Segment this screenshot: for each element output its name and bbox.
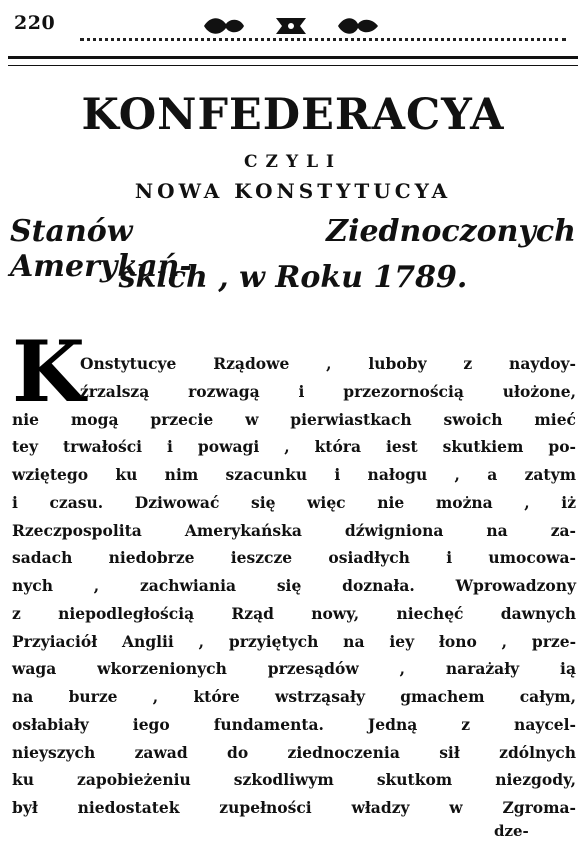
body-line: ku zapobieżeniu szkodliwym skutkom niezgody, bbox=[12, 770, 576, 789]
double-rule bbox=[8, 56, 578, 66]
body-line: sadach niedobrze ieszcze osiadłych i umocowa- bbox=[12, 548, 576, 567]
body-line: Onstytucye Rządowe , luboby z naydoy- bbox=[80, 354, 576, 373]
page-title: KONFEDERACYA bbox=[81, 90, 505, 140]
subtitle: NOWA KONSTYTUCYA bbox=[134, 179, 452, 203]
body-line: był niedostatek zupełności władzy w Zgroma- bbox=[12, 798, 576, 817]
body-line: na burze , które wstrząsały gmachem całym, bbox=[12, 687, 576, 706]
czyli-line: CZYLI bbox=[244, 152, 342, 172]
body-line: źrzalszą rozwagą i przezornością ułożone, bbox=[80, 382, 576, 401]
page-number: 220 bbox=[14, 12, 56, 34]
body-line: nieyszych zawad do ziednoczenia sił zdólnych bbox=[12, 743, 576, 762]
body-line: i czasu. Dziwować się więc nie można , iż bbox=[12, 493, 576, 512]
body-line: waga wkorzenionych przesądów , narażały ią bbox=[12, 659, 576, 678]
script-line-2: skich , w Roku 1789. bbox=[118, 260, 468, 295]
body-line: nych , zachwiania się doznała. Wprowadzony bbox=[12, 576, 576, 595]
body-line: tey trwałości i powagi , która iest skutkiem po- bbox=[12, 437, 576, 456]
body-line: wziętego ku nim szacunku i nałogu , a zatym bbox=[12, 465, 576, 484]
body-line: Rzeczpospolita Amerykańska dźwigniona na za- bbox=[12, 521, 576, 540]
body-line: nie mogą przecie w pierwiastkach swoich mieć bbox=[12, 410, 576, 429]
drop-cap: K bbox=[12, 322, 86, 421]
script-line-1: Stanów Ziednoczonych Amerykań- bbox=[10, 214, 576, 284]
catchword: dze- bbox=[494, 822, 529, 840]
ornament-icon bbox=[196, 14, 386, 38]
body-line: z niepodległością Rząd nowy, niechęć dawnych bbox=[12, 604, 576, 623]
body-line: Przyiaciół Anglii , przyiętych na iey łono , prze- bbox=[12, 632, 576, 651]
body-line: osłabiały iego fundamenta. Jedną z naycel- bbox=[12, 715, 576, 734]
dotted-rule bbox=[80, 38, 566, 41]
